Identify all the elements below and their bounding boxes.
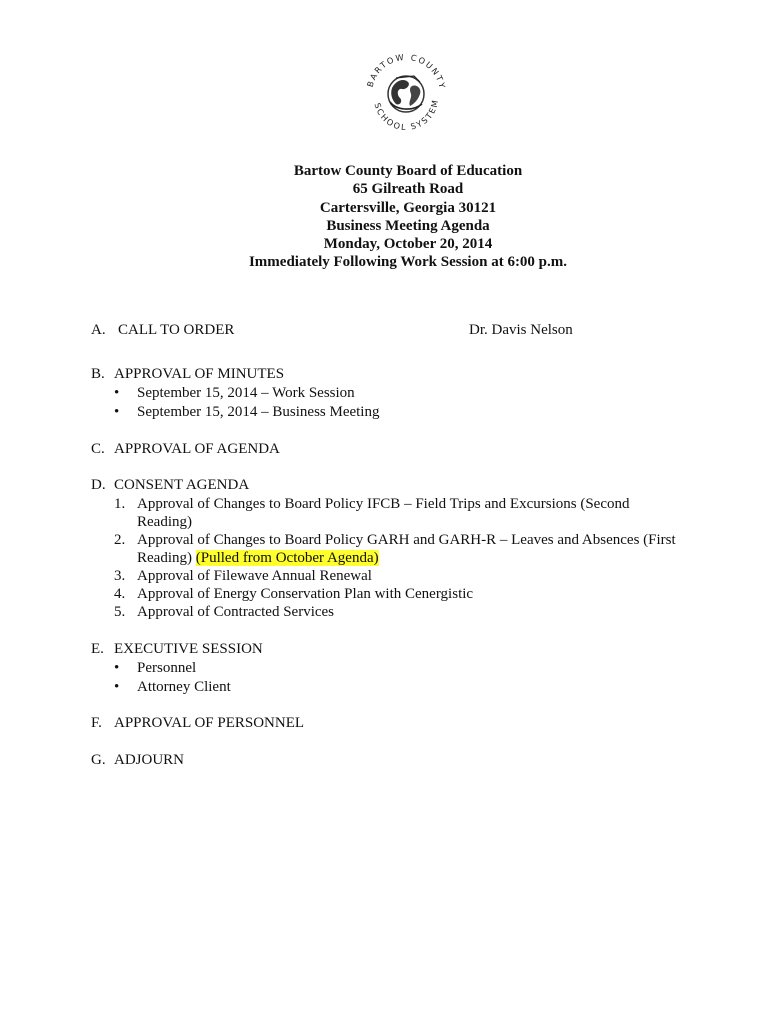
minutes-item: September 15, 2014 – Business Meeting — [137, 404, 380, 420]
header-line-date: Monday, October 20, 2014 — [323, 236, 493, 253]
section-title-consent-agenda: CONSENT AGENDA — [114, 477, 250, 493]
presenter-name: Dr. Davis Nelson — [469, 322, 573, 338]
section-letter: C. — [91, 441, 105, 457]
minutes-item: September 15, 2014 – Work Session — [137, 385, 355, 401]
header-line-city: Cartersville, Georgia 30121 — [319, 199, 497, 216]
seal-text-bottom: SCHOOL SYSTEM — [372, 97, 441, 132]
bullet-icon: • — [114, 404, 120, 420]
header-line-street: 65 Gilreath Road — [352, 181, 464, 198]
consent-item-text-continued: Reading) — [137, 514, 192, 530]
section-title-call-to-order: CALL TO ORDER — [118, 322, 235, 338]
header-line-organization: Bartow County Board of Education — [293, 163, 523, 179]
section-letter: G. — [91, 752, 106, 768]
executive-session-item: Attorney Client — [137, 679, 231, 695]
consent-item-number: 5. — [114, 604, 126, 620]
bullet-icon: • — [114, 679, 120, 695]
seal-text-top: BARTOW COUNTY — [364, 51, 448, 91]
consent-item-number: 3. — [114, 568, 126, 584]
section-title-approval-of-minutes: APPROVAL OF MINUTES — [114, 366, 285, 382]
section-letter: E. — [91, 641, 104, 657]
executive-session-item: Personnel — [137, 660, 197, 676]
bullet-icon: • — [114, 385, 120, 401]
document-header — [0, 162, 770, 272]
header-line-time: Immediately Following Work Session at 6:00 p.m. — [248, 254, 568, 271]
consent-item-text: Approval of Contracted Services — [137, 604, 335, 620]
consent-item-text-continued — [137, 549, 379, 567]
section-letter: F. — [91, 715, 102, 731]
highlighted-note: (Pulled from October Agenda) — [195, 550, 379, 566]
section-title-approval-of-agenda: APPROVAL OF AGENDA — [114, 441, 280, 457]
consent-item-text: Approval of Filewave Annual Renewal — [137, 568, 372, 584]
section-letter: D. — [91, 477, 106, 493]
consent-item-text: Approval of Changes to Board Policy IFCB – Field Trips and Excursions (Second — [137, 496, 630, 512]
school-system-seal — [356, 48, 456, 132]
consent-item-text: Approval of Energy Conservation Plan with Cenergistic — [137, 586, 474, 602]
consent-item-number: 2. — [114, 532, 126, 548]
section-title-adjourn: ADJOURN — [114, 752, 185, 768]
bullet-icon: • — [114, 660, 120, 676]
header-line-meeting-type: Business Meeting Agenda — [326, 217, 490, 234]
section-letter: A. — [91, 322, 106, 338]
section-title-executive-session: EXECUTIVE SESSION — [114, 641, 263, 657]
globe-seal-icon — [388, 76, 424, 112]
consent-item-number: 1. — [114, 496, 126, 512]
section-title-approval-of-personnel: APPROVAL OF PERSONNEL — [114, 715, 305, 731]
section-letter: B. — [91, 366, 105, 382]
consent-item-continued-text: Reading) — [137, 550, 196, 566]
consent-item-text: Approval of Changes to Board Policy GARH and GARH-R – Leaves and Absences (First — [137, 532, 676, 548]
consent-item-number: 4. — [114, 586, 126, 602]
